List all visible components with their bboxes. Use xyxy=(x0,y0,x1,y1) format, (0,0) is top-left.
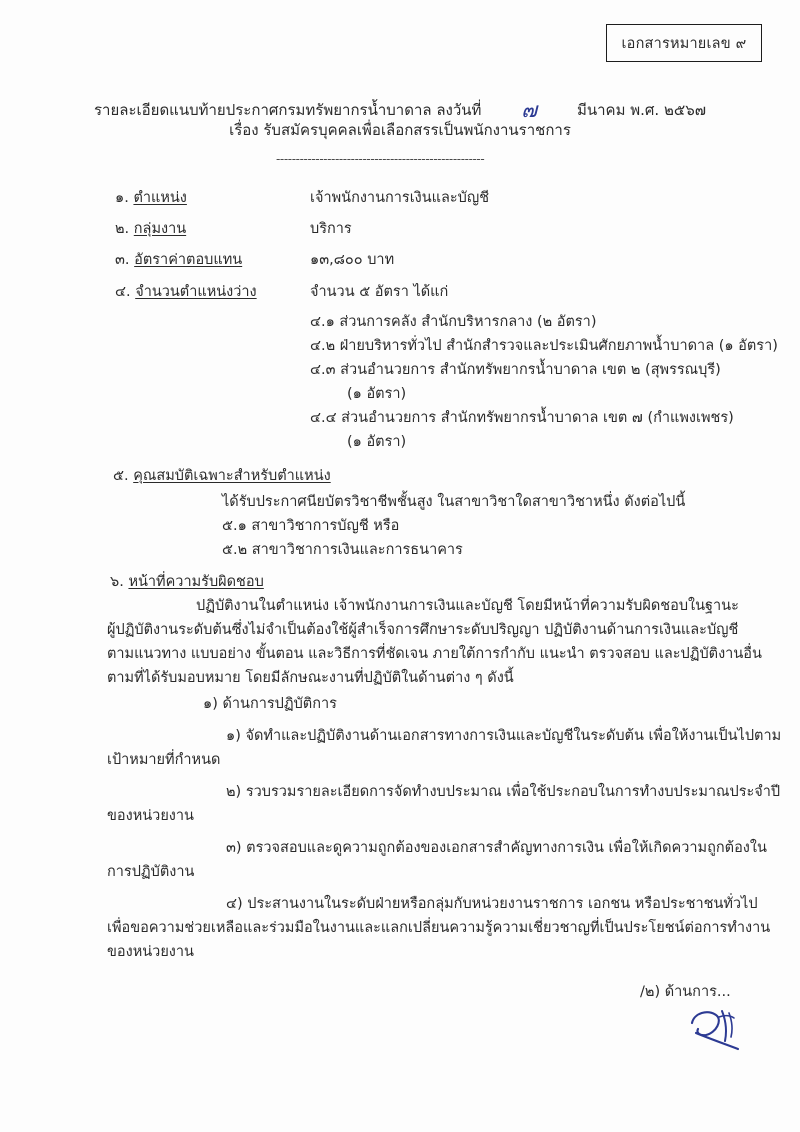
section-6-paragraph-line-2: ผู้ปฏิบัติงานระดับต้นซึ่งไม่จำเป็นต้องใช้ผู้สำเร็จการศึกษาระดับปริญญา ปฏิบัติงานด้านการเงินและบัญชี xyxy=(107,622,739,638)
vacancy-item-3-count: (๑ อัตรา) xyxy=(347,386,407,402)
vacancy-item-1: ๔.๑ ส่วนการคลัง สำนักบริหารกลาง (๒ อัตรา) xyxy=(310,314,597,330)
vacancy-item-3: ๔.๓ ส่วนอำนวยการ สำนักทรัพยากรน้ำบาดาล เขต ๒ (สุพรรณบุรี) xyxy=(310,362,721,378)
field-number-4: ๔. xyxy=(115,284,131,300)
field-label-group xyxy=(115,217,310,240)
section-5-intro: ได้รับประกาศนียบัตรวิชาชีพชั้นสูง ในสาขาวิชาใดสาขาวิชาหนึ่ง ดังต่อไปนี้ xyxy=(222,494,686,510)
field-value-position: เจ้าพนักงานการเงินและบัญชี xyxy=(310,190,490,206)
position-name-underlined: เจ้าพนักงานการเงินและบัญชี xyxy=(333,598,513,614)
field-label-position xyxy=(115,186,310,209)
field-row-position xyxy=(115,186,775,209)
handwritten-date-value: ๗ xyxy=(521,98,538,122)
section-5-heading xyxy=(113,464,331,487)
signature-icon xyxy=(686,1005,766,1057)
page-title-line-2: เรื่อง รับสมัครบุคคลเพื่อเลือกสรรเป็นพนักงานราชการ xyxy=(229,121,571,139)
section-6-paragraph-line-1 xyxy=(196,594,739,617)
duty-2-line-2: ของหน่วยงาน xyxy=(107,808,194,824)
section-6-number: ๖. xyxy=(110,574,124,590)
section-6-paragraph-line-3: ตามแนวทาง แบบอย่าง ขั้นตอน และวิธีการที่ชัดเจน ภายใต้การกำกับ แนะนำ ตรวจสอบ และปฏิบัติงานอื่น xyxy=(107,646,762,662)
section-6-subsection-heading: ๑) ด้านการปฏิบัติการ xyxy=(203,696,337,712)
handwritten-signature xyxy=(686,1005,766,1057)
field-label-text-2: กลุ่มงาน xyxy=(133,221,187,237)
field-number-2: ๒. xyxy=(115,221,130,237)
section-6-heading-text: หน้าที่ความรับผิดชอบ xyxy=(128,574,264,590)
title-separator: ----------------------------------------------------- xyxy=(276,152,485,164)
document-number-box xyxy=(606,24,762,62)
field-value-salary: ๑๓,๘๐๐ บาท xyxy=(310,252,395,268)
field-label-text-3: อัตราค่าตอบแทน xyxy=(134,252,243,268)
vacancy-item-2: ๔.๒ ฝ่ายบริหารทั่วไป สำนักสำรวจและประเมินศักยภาพน้ำบาดาล (๑ อัตรา) xyxy=(310,338,778,354)
field-value-group: บริการ xyxy=(310,221,352,237)
paragraph-line-1-before: ปฏิบัติงานในตำแหน่ง xyxy=(196,598,334,614)
duty-1-line-1: ๑) จัดทำและปฏิบัติงานด้านเอกสารทางการเงินและบัญชีในระดับต้น เพื่อให้งานเป็นไปตาม xyxy=(226,728,782,744)
field-row-vacancies xyxy=(115,280,775,303)
section-5-heading-text: คุณสมบัติเฉพาะสำหรับตำแหน่ง xyxy=(133,468,331,484)
section-5-number: ๕. xyxy=(113,468,129,484)
field-label-vacancies xyxy=(115,280,310,303)
field-value-vacancies: จำนวน ๕ อัตรา ได้แก่ xyxy=(310,284,449,300)
title-after-date: มีนาคม พ.ศ. ๒๕๖๗ xyxy=(576,101,706,119)
field-label-salary xyxy=(115,248,310,271)
section-6-paragraph-line-4: ตามที่ได้รับมอบหมาย โดยมีลักษณะงานที่ปฏิบัติในด้านต่าง ๆ ดังนี้ xyxy=(107,670,514,686)
vacancy-item-4: ๔.๔ ส่วนอำนวยการ สำนักทรัพยากรน้ำบาดาล เขต ๗ (กำแพงเพชร) xyxy=(310,410,734,426)
duty-2-line-1: ๒) รวบรวมรายละเอียดการจัดทำงบประมาณ เพื่อใช้ประกอบในการทำงบประมาณประจำปี xyxy=(226,784,781,800)
field-row-salary xyxy=(115,248,775,271)
section-5-item-2: ๕.๒ สาขาวิชาการเงินและการธนาคาร xyxy=(222,542,463,558)
field-label-text-4: จำนวนตำแหน่งว่าง xyxy=(135,284,257,300)
duty-4-line-2: เพื่อขอความช่วยเหลือและร่วมมือในงานและแลกเปลี่ยนความรู้ความเชี่ยวชาญที่เป็นประโยชน์ต่อการทำงาน xyxy=(107,920,771,936)
duty-4-line-3: ของหน่วยงาน xyxy=(107,944,194,960)
section-6-heading xyxy=(110,570,264,593)
duty-1-line-2: เป้าหมายที่กำหนด xyxy=(107,752,221,768)
duty-4-line-1: ๔) ประสานงานในระดับฝ่ายหรือกลุ่มกับหน่วยงานราชการ เอกชน หรือประชาชนทั่วไป xyxy=(226,896,758,912)
field-number-1: ๑. xyxy=(115,190,129,206)
title-before-date: รายละเอียดแนบท้ายประกาศกรมทรัพยากรน้ำบาดาล ลงวันที่ xyxy=(94,101,482,119)
vacancy-item-4-count: (๑ อัตรา) xyxy=(347,434,407,450)
field-label-text-1: ตำแหน่ง xyxy=(133,190,187,206)
section-5-item-1: ๕.๑ สาขาวิชาการบัญชี หรือ xyxy=(222,518,400,534)
paragraph-line-1-after: โดยมีหน้าที่ความรับผิดชอบในฐานะ xyxy=(512,598,739,614)
field-row-group xyxy=(115,217,775,240)
page-continuation-note: /๒) ด้านการ... xyxy=(640,984,731,1000)
duty-3-line-1: ๓) ตรวจสอบและดูความถูกต้องของเอกสารสำคัญทางการเงิน เพื่อให้เกิดความถูกต้องใน xyxy=(226,840,767,856)
field-number-3: ๓. xyxy=(115,252,130,268)
duty-3-line-2: การปฏิบัติงาน xyxy=(107,864,195,880)
document-number-label: เอกสารหมายเลข ๙ xyxy=(621,35,747,52)
